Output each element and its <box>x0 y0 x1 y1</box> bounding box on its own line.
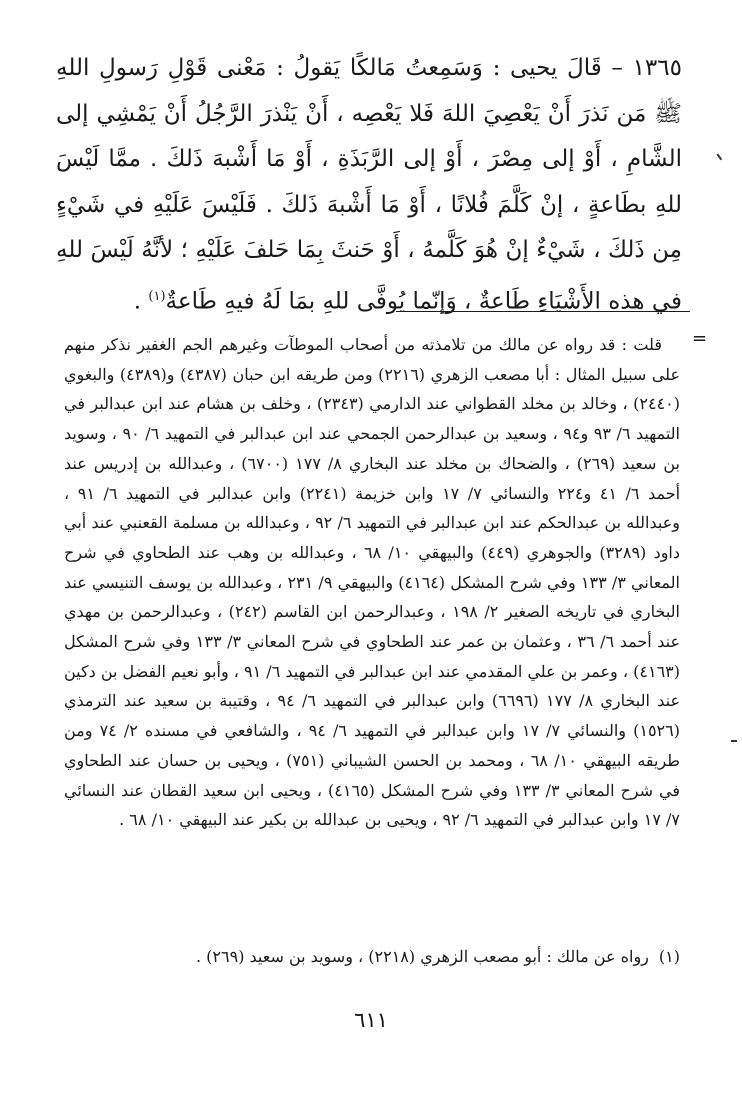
footnote-separator-rule <box>396 311 690 312</box>
main-text-block <box>56 46 682 325</box>
continuation-marker: = <box>692 328 708 349</box>
commentary-block <box>64 330 680 835</box>
footnote-reference: (١) <box>148 288 166 304</box>
scan-mark <box>731 740 737 742</box>
footnote <box>64 942 680 972</box>
main-paragraph-text: ١٣٦٥ – قَالَ يحيى : وَسَمِعتُ مَالكًا يَقولُ : مَعْنى قَوْلِ رَسولِ اللهِ ﷺ مَن نَذرَ أَنْ يَعْصِيَ اللهَ فَلا يَعْصِه ، أَنْ يَنْذرَ الرَّجُلُ أَنْ يَمْشِي إلى الشَّامِ ، أَوْ إلى مِصْرَ ، أَوْ إلى الرَّبَذَةِ ، أَوْ مَا أَشْبهَ ذَلكَ . ممَّا لَيْسَ للهِ بطَاعةٍ ، إنْ كَلَّمَ فُلانًا ، أَوْ مَا أَشْبهَ ذَلكَ . فَلَيْسَ عَلَيْهِ في شَيْءٍ مِن ذَلكَ ، شَيْءٌ إنْ هُوَ كَلَّمهُ ، أَوْ حَنثَ بِمَا حَلفَ عَلَيْهِ ؛ لأنَّهُ لَيْسَ للهِ في هذه الأَشْيَاءِ طَاعةٌ ، وَإنّما يُوفَّى للهِ بمَا لَهُ فيهِ طَاعةٌ <box>56 55 682 315</box>
paragraph-end-mark: . <box>133 288 142 315</box>
footnote-number: (١) <box>658 947 680 966</box>
main-paragraph <box>56 46 682 325</box>
page-number: ٦١١ <box>354 1008 388 1032</box>
scan-mark <box>717 153 722 160</box>
commentary-text: قلت : قد رواه عن مالك من تلامذته من أصحاب الموطآت وغيرهم الجم الغفير نذكر منهم على سبيل المثال : أبا مصعب الزهري (٢٢١٦) ومن طريقه ابن حبان (٤٣٨٧) و(٤٣٨٩) والبغوي (٢٤٤٠) ، وخالد بن مخلد القطواني عند الدارمي (٢٣٤٣) ، وخلف بن هشام عند ابن عبدالبر في التمهيد ٦/ ٩٣ و٩٤ ، وسعيد بن عبدالرحمن الجمحي عند ابن عبدالبر في التمهيد ٦/ ٩٠ ، وسويد بن سعيد (٢٦٩) ، والضحاك بن مخلد عند البخاري ٨/ ١٧٧ (٦٧٠٠) ، وعبدالله بن إدريس عند أحمد ٦/ ٤١ و٢٢٤ والنسائي ٧/ ١٧ وابن خزيمة (٢٢٤١) وابن عبدالبر في التمهيد ٦/ ٩١ ، وعبدالله بن عبدالحكم عند ابن عبدالبر في التمهيد ٦/ ٩٢ ، وعبدالله بن مسلمة القعنبي عند أبي داود (٣٢٨٩) والجوهري (٤٤٩) والبيهقي ١٠/ ٦٨ ، وعبدالله بن وهب عند الطحاوي في شرح المعاني ٣/ ١٣٣ وفي شرح المشكل (٤١٦٤) والبيهقي ٩/ ٢٣١ ، وعبدالله بن يوسف التنيسي عند البخاري في تاريخه الصغير ٢/ ١٩٨ ، وعبدالرحمن ابن القاسم (٢٤٢) ، وعبدالرحمن بن مهدي عند أحمد ٦/ ٣٦ ، وعثمان بن عمر عند الطحاوي في شرح المعاني ٣/ ١٣٣ وفي شرح المشكل (٤١٦٣) ، وعمر بن علي المقدمي عند ابن عبدالبر في التمهيد ٦/ ٩١ ، وأبو نعيم الفضل بن دكين عند البخاري ٨/ ١٧٧ (٦٦٩٦) وابن عبدالبر في التمهيد ٦/ ٩٤ ، وقتيبة بن سعيد عند الترمذي (١٥٢٦) والنسائي ٧/ ١٧ وابن عبدالبر في التمهيد ٦/ ٩٤ ، والشافعي في مسنده ٢/ ٧٤ ومن طريقه البيهقي ١٠/ ٦٨ ، ومحمد بن الحسن الشيباني (٧٥١) ، ويحيى بن حسان عند الطحاوي في شرح المعاني ٣/ ١٣٣ وفي شرح المشكل (٤١٦٥) ، ويحيى ابن سعيد القطان عند النسائي ٧/ ١٧ وابن عبدالبر في التمهيد ٦/ ٩٢ ، ويحيى بن عبدالله بن بكير عند البيهقي ١٠/ ٦٨ . <box>64 335 681 830</box>
footnote-text: رواه عن مالك : أبو مصعب الزهري (٢٢١٨) ، وسويد بن سعيد (٢٦٩) . <box>195 947 649 966</box>
